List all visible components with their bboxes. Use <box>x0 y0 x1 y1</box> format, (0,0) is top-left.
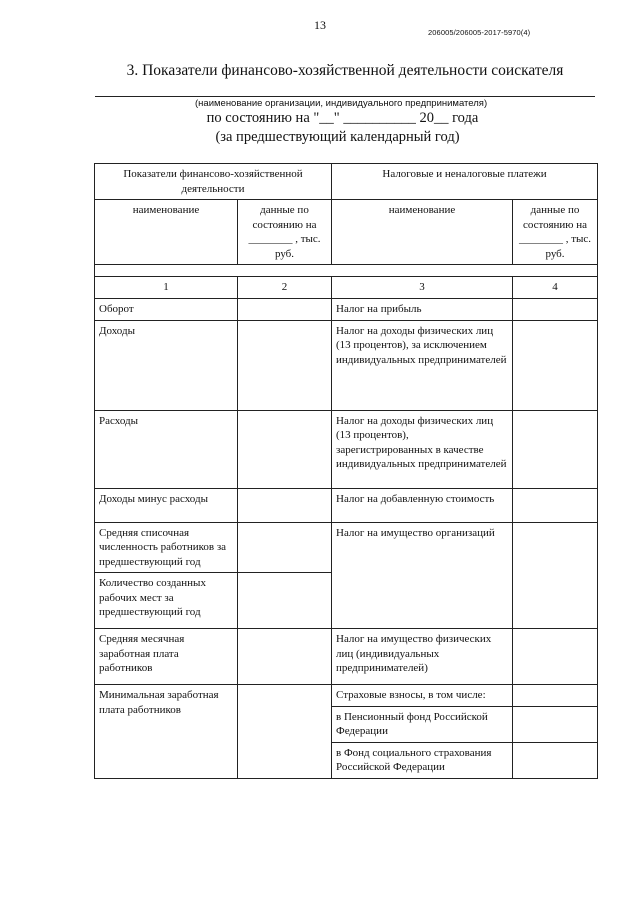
row-label-personal-income-tax: Налог на доходы физических лиц (13 процентов), за исключением индивидуальных предпринимателей <box>332 320 513 410</box>
value-cell-average-salary[interactable] <box>238 629 332 685</box>
row-label-vat: Налог на добавленную стоимость <box>332 488 513 522</box>
value-cell-insurance-contributions[interactable] <box>513 685 598 707</box>
header-tax-payments: Налоговые и неналоговые платежи <box>332 164 598 200</box>
row-label-individual-property-tax: Налог на имущество физических лиц (индивидуальных предпринимателей) <box>332 629 513 685</box>
value-cell-income[interactable] <box>238 320 332 410</box>
organization-caption: (наименование организации, индивидуального предпринимателя) <box>195 98 488 109</box>
header-name-left: наименование <box>95 200 238 265</box>
value-cell-average-headcount[interactable] <box>238 522 332 573</box>
value-cell-individual-property-tax[interactable] <box>513 629 598 685</box>
value-cell-income-minus-expenses[interactable] <box>238 488 332 522</box>
row-label-organization-property-tax: Налог на имущество организаций <box>332 522 513 629</box>
row-label-income: Доходы <box>95 320 238 410</box>
header-data-left: данные по состоянию на ________ , тыс. руб. <box>238 200 332 265</box>
value-cell-personal-income-tax[interactable] <box>513 320 598 410</box>
row-label-profit-tax: Налог на прибыль <box>332 298 513 320</box>
period-line: (за предшествующий календарный год) <box>215 129 460 145</box>
value-cell-entrepreneur-income-tax[interactable] <box>513 410 598 488</box>
row-label-average-headcount: Средняя списочная численность работников за предшествующий год <box>95 522 238 573</box>
header-gap <box>95 265 598 277</box>
column-number-2: 2 <box>238 277 332 299</box>
date-line: по состоянию на "__" __________ 20__ года <box>206 110 479 126</box>
row-label-average-salary: Средняя месячная заработная плата работников <box>95 629 238 685</box>
section-title: 3. Показатели финансово-хозяйственной деятельности соискателя <box>126 62 564 79</box>
row-label-entrepreneur-income-tax: Налог на доходы физических лиц (13 процентов), зарегистрированных в качестве индивидуальных предпринимателей <box>332 410 513 488</box>
row-label-turnover: Оборот <box>95 298 238 320</box>
value-cell-minimum-salary[interactable] <box>238 685 332 779</box>
page-number: 13 <box>314 18 326 32</box>
value-cell-vat[interactable] <box>513 488 598 522</box>
header-name-right: наименование <box>332 200 513 265</box>
column-number-3: 3 <box>332 277 513 299</box>
column-number-1: 1 <box>95 277 238 299</box>
value-cell-organization-property-tax[interactable] <box>513 522 598 629</box>
row-label-insurance-contributions: Страховые взносы, в том числе: <box>332 685 513 707</box>
document-code: 206005/206005-2017-5970(4) <box>428 28 531 37</box>
value-cell-social-insurance-fund[interactable] <box>513 742 598 778</box>
organization-name-line <box>95 96 595 97</box>
value-cell-jobs-created[interactable] <box>238 573 332 629</box>
value-cell-expenses[interactable] <box>238 410 332 488</box>
row-label-social-insurance-fund: в Фонд социального страхования Российской Федерации <box>332 742 513 778</box>
row-label-minimum-salary: Минимальная заработная плата работников <box>95 685 238 779</box>
header-financial-indicators: Показатели финансово-хозяйственной деятельности <box>95 164 332 200</box>
row-label-income-minus-expenses: Доходы минус расходы <box>95 488 238 522</box>
column-number-4: 4 <box>513 277 598 299</box>
value-cell-turnover[interactable] <box>238 298 332 320</box>
header-data-right: данные по состоянию на ________ , тыс. руб. <box>513 200 598 265</box>
row-label-pension-fund: в Пенсионный фонд Российской Федерации <box>332 706 513 742</box>
financial-indicators-table <box>94 163 598 779</box>
value-cell-profit-tax[interactable] <box>513 298 598 320</box>
row-label-jobs-created: Количество созданных рабочих мест за предшествующий год <box>95 573 238 629</box>
row-label-expenses: Расходы <box>95 410 238 488</box>
value-cell-pension-fund[interactable] <box>513 706 598 742</box>
